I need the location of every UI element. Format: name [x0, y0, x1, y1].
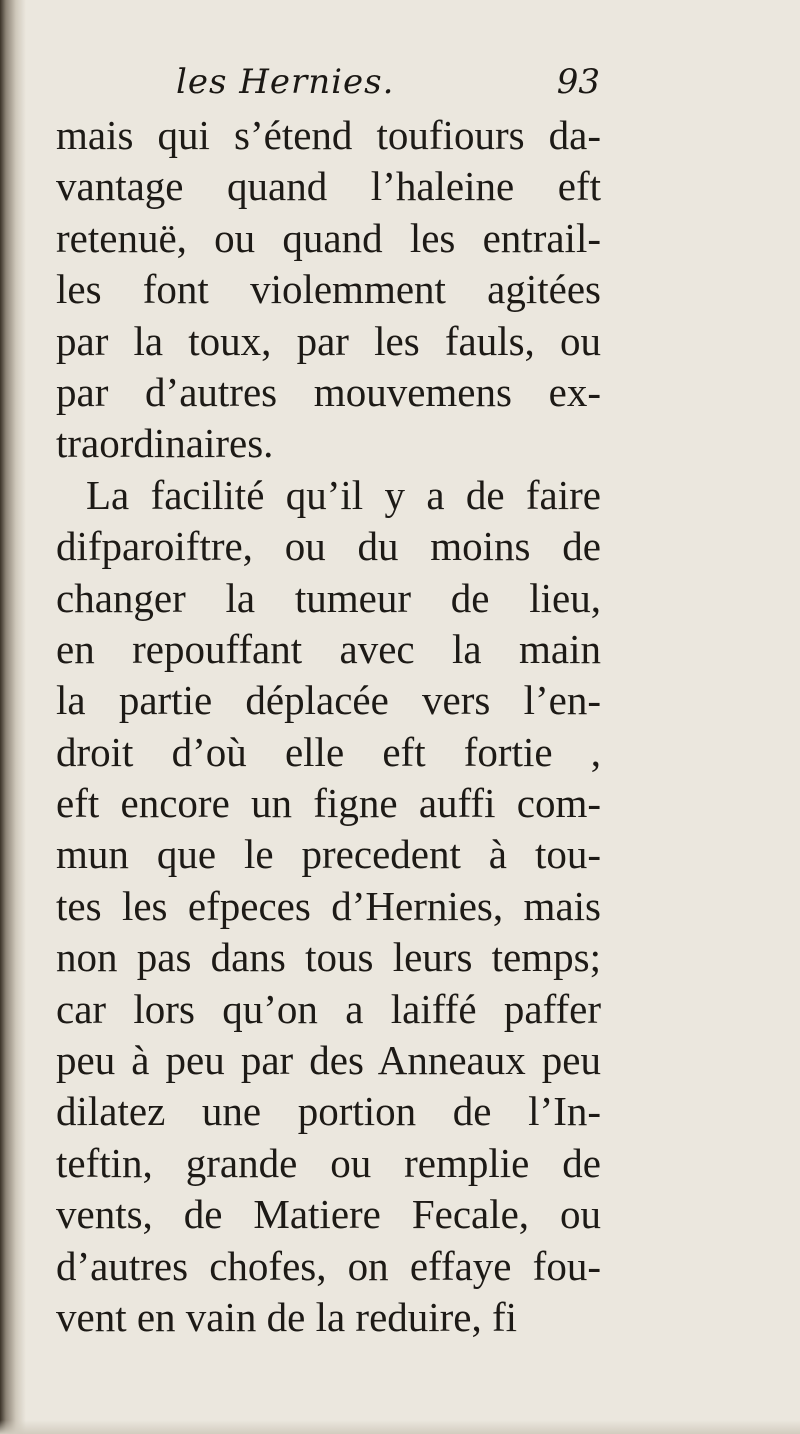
body-text — [56, 110, 601, 1343]
text-line: vantage quand l’haleine eft — [56, 163, 601, 210]
text-line: peu à peu par des Anneaux peu — [56, 1037, 601, 1084]
text-line: changer la tumeur de lieu, — [56, 574, 601, 621]
page-number: 93 — [556, 62, 600, 102]
page-header — [170, 62, 600, 112]
text-line: tes les efpeces d’Hernies, mais — [56, 882, 601, 929]
text-line: dilatez une portion de l’In- — [56, 1088, 601, 1135]
text-line: non pas dans tous leurs temps; — [56, 934, 601, 981]
text-line: d’autres chofes, on effaye fou- — [56, 1242, 601, 1289]
text-line: les font violemment agitées — [56, 266, 601, 313]
text-line: traordinaires. — [56, 420, 274, 467]
text-line: mun que le precedent à tou- — [56, 831, 601, 878]
running-title: les Hernies. — [176, 62, 395, 102]
text-line: la partie déplacée vers l’en- — [56, 677, 601, 724]
text-line: par la toux, par les fauls, ou — [56, 317, 601, 364]
text-line: eft encore un figne auffi com- — [56, 780, 601, 827]
page-bottom-edge — [0, 1420, 800, 1434]
spine-shadow — [0, 0, 26, 1434]
paragraph-first-line: La facilité qu’il y a de faire — [86, 471, 601, 518]
text-line: vents, de Matiere Fecale, ou — [56, 1191, 601, 1238]
text-line: droit d’où elle eft fortie , — [56, 728, 601, 775]
text-line: difparoiftre, ou du moins de — [56, 523, 601, 570]
text-line: mais qui s’étend toufiours da- — [56, 112, 601, 158]
text-line: teftin, grande ou remplie de — [56, 1139, 601, 1186]
text-line: vent en vain de la reduire, fi — [56, 1293, 518, 1340]
text-line: retenuë, ou quand les entrail- — [56, 214, 601, 261]
text-line: en repouffant avec la main — [56, 625, 601, 672]
text-line: car lors qu’on a laiffé paffer — [56, 985, 601, 1032]
text-line: par d’autres mouvemens ex- — [56, 368, 601, 415]
